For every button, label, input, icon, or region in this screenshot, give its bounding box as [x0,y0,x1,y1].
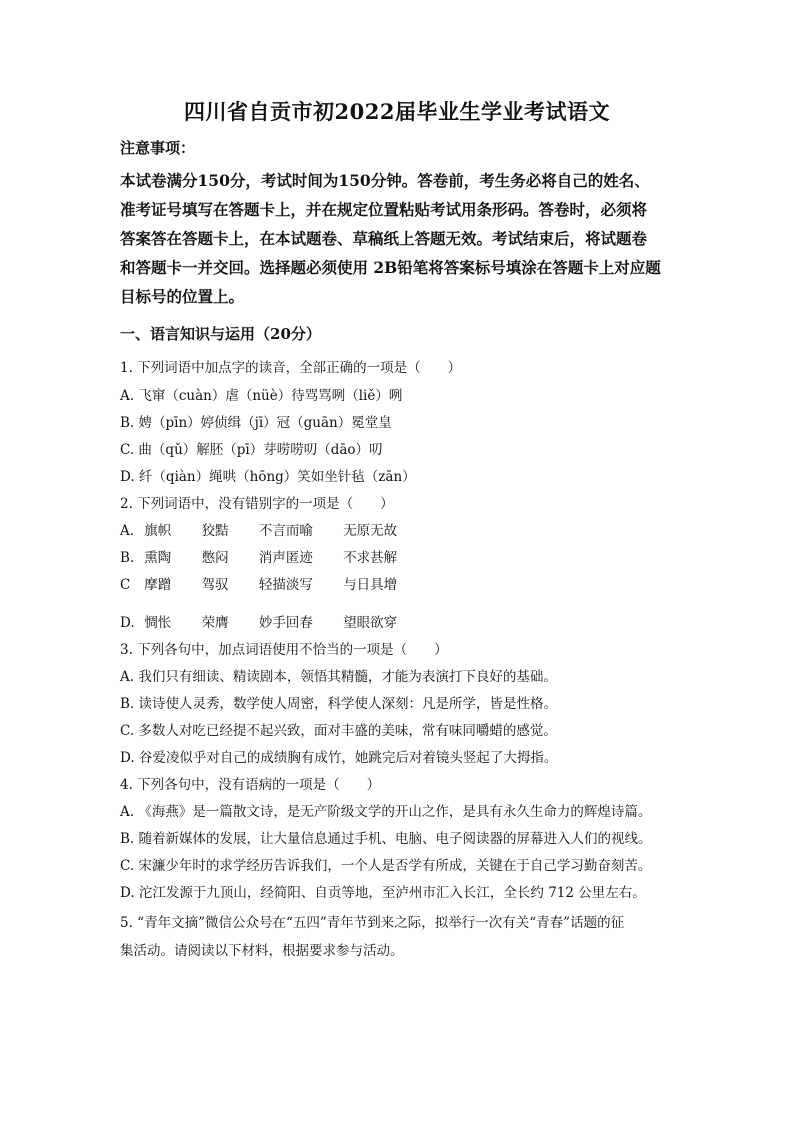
option-label: B. [120,550,135,566]
notice-heading: 注意事项： [120,139,196,157]
section-heading: 一、语言知识与运用（20分） [120,325,321,343]
question-2-option-b [120,546,423,566]
option-word: 熏陶 [144,550,172,566]
question-1-option-d: D. 纤（qiàn）绳哄（hōng）笑如坐针毡（zān） [120,469,416,485]
question-2-stem: 2. 下列词语中，没有错别字的一项是（ ） [120,496,394,512]
option-label: C [120,577,131,593]
option-word: 憋闷 [201,550,229,566]
question-1-stem: 1. 下列词语中加点字的读音，全部正确的一项是（ ） [120,360,462,376]
question-2-option-a [120,519,423,539]
notice-line: 和答题卡一并交回。选择题必须使用 2B铅笔将答案标号填涂在答题卡上对应题 [120,258,661,277]
question-3-option-b: B. 读诗使人灵秀，数学使人周密，科学使人深刻：凡是所学，皆是性格。 [120,696,558,712]
option-label: D. [120,615,135,631]
question-3-option-c: C. 多数人对吃已经提不起兴致，面对丰盛的美味，常有味同嚼蜡的感觉。 [120,723,557,739]
question-3-option-d: D. 谷爱凌似乎对自己的成绩胸有成竹，她跳完后对着镜头竖起了大拇指。 [120,750,558,766]
option-word: 不言而喻 [258,523,313,539]
question-4-option-c: C. 宋濂少年时的求学经历告诉我们，一个人是否学有所成，关键在于自己学习勤奋刻苦。 [120,858,652,874]
question-4-option-b: B. 随着新媒体的发展，让大量信息通过手机、电脑、电子阅读器的屏幕进入人们的视线。 [120,831,652,847]
option-word: 望眼欲穿 [343,615,398,631]
option-word: 摩蹭 [144,577,172,593]
notice-body [120,166,680,311]
question-4-option-d: D. 沱江发源于九顶山，经简阳、自贡等地，至泸州市汇入长江，全长约 712 公里左右。 [120,885,646,901]
notice-line: 目标号的位置上。 [120,287,245,306]
exam-title: 四川省自贡市初2022届毕业生学业考试语文 [184,99,610,124]
notice-line: 本试卷满分150分，考试时间为150分钟。答卷前，考生务必将自己的姓名、 [120,171,650,190]
question-2-option-c [120,573,423,593]
option-word: 狡黠 [201,523,229,539]
question-2-option-d [120,611,423,631]
question-3-stem: 3. 下列各句中，加点词语使用不恰当的一项是（ ） [120,642,448,658]
question-1-option-c: C. 曲（qǔ）解胚（pī）芽唠唠叨（dāo）叨 [120,442,383,458]
option-word: 旗帜 [144,523,172,539]
notice-line: 答案答在答题卡上，在本试题卷、草稿纸上答题无效。考试结束后，将试题卷 [120,229,648,248]
question-1-option-a: A. 飞窜（cuàn）虐（nüè）待骂骂咧（liě）咧 [120,388,403,404]
option-word: 无原无故 [343,523,398,539]
option-label: A. [120,523,135,539]
question-5-line: 集活动。请阅读以下材料，根据要求参与活动。 [120,943,404,959]
option-word: 轻描淡写 [258,577,313,593]
option-word: 荣膺 [201,615,229,631]
question-5-line: 5. “青年文摘”微信公众号在“五四”青年节到来之际，拟举行一次有关“青春”话题的征 [120,915,625,931]
option-word: 惆怅 [144,615,172,631]
question-3-option-a: A. 我们只有细读、精读剧本，领悟其精髓，才能为表演打下良好的基础。 [120,669,557,685]
question-4-stem: 4. 下列各句中，没有语病的一项是（ ） [120,777,381,793]
question-1-option-b: B. 娉（pīn）婷侦缉（jī）冠（guān）冕堂皇 [120,415,392,431]
option-word: 妙手回春 [258,615,313,631]
question-4-option-a: A. 《海燕》是一篇散文诗，是无产阶级文学的开山之作，是具有永久生命力的辉煌诗篇。 [120,804,652,820]
option-word: 与日具增 [343,577,398,593]
notice-line: 准考证号填写在答题卡上，并在规定位置粘贴考试用条形码。答卷时，必须将 [120,200,648,219]
option-word: 不求甚解 [343,550,398,566]
option-word: 消声匿迹 [258,550,313,566]
option-word: 驾驭 [201,577,229,593]
